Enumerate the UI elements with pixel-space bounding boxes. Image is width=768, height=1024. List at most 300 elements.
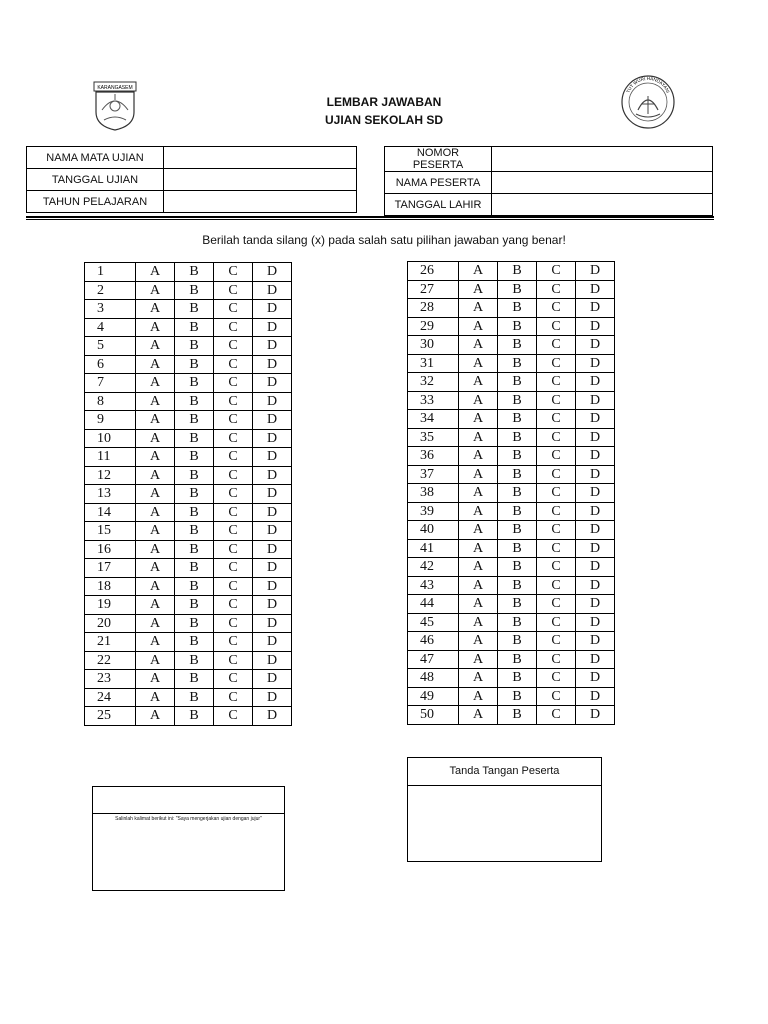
answer-option-a[interactable]: A bbox=[136, 540, 175, 559]
sheet-subtitle: UJIAN SEKOLAH SD bbox=[324, 113, 443, 127]
exam-info-table bbox=[26, 146, 357, 213]
answer-row bbox=[85, 429, 292, 448]
answer-row bbox=[85, 448, 292, 467]
answer-option-d[interactable]: D bbox=[253, 688, 292, 707]
school-year-field[interactable] bbox=[164, 191, 357, 213]
question-number: 12 bbox=[85, 466, 136, 485]
answer-row bbox=[408, 687, 615, 706]
question-number: 5 bbox=[85, 337, 136, 356]
answer-option-d[interactable]: D bbox=[253, 651, 292, 670]
answer-option-d[interactable]: D bbox=[576, 502, 615, 521]
answer-option-d[interactable]: D bbox=[253, 392, 292, 411]
answer-option-d[interactable]: D bbox=[253, 466, 292, 485]
question-number: 50 bbox=[408, 706, 459, 725]
answer-option-a[interactable]: A bbox=[136, 707, 175, 726]
answer-option-c[interactable]: C bbox=[214, 633, 253, 652]
answer-option-a[interactable]: A bbox=[459, 354, 498, 373]
question-number: 22 bbox=[85, 651, 136, 670]
answer-option-b[interactable]: B bbox=[498, 299, 537, 318]
answer-option-a[interactable]: A bbox=[136, 448, 175, 467]
question-number: 42 bbox=[408, 558, 459, 577]
answer-option-c[interactable]: C bbox=[537, 410, 576, 429]
answer-option-d[interactable]: D bbox=[253, 559, 292, 578]
answer-row bbox=[408, 669, 615, 688]
answer-option-a[interactable]: A bbox=[136, 411, 175, 430]
question-number: 14 bbox=[85, 503, 136, 522]
answer-option-a[interactable]: A bbox=[136, 300, 175, 319]
answer-option-d[interactable]: D bbox=[576, 595, 615, 614]
question-number: 33 bbox=[408, 391, 459, 410]
answer-option-d[interactable]: D bbox=[253, 300, 292, 319]
answer-option-c[interactable]: C bbox=[537, 465, 576, 484]
answer-option-a[interactable]: A bbox=[136, 633, 175, 652]
answer-option-b[interactable]: B bbox=[175, 540, 214, 559]
logo-right-text: TUT WURI HANDAYANI bbox=[625, 75, 671, 94]
answer-option-b[interactable]: B bbox=[498, 410, 537, 429]
question-number: 35 bbox=[408, 428, 459, 447]
answer-option-d[interactable]: D bbox=[576, 299, 615, 318]
answer-option-a[interactable]: A bbox=[459, 373, 498, 392]
answer-option-b[interactable]: B bbox=[498, 502, 537, 521]
answer-option-a[interactable]: A bbox=[459, 576, 498, 595]
answer-row bbox=[85, 559, 292, 578]
question-number: 1 bbox=[85, 263, 136, 282]
question-number: 10 bbox=[85, 429, 136, 448]
answer-option-a[interactable]: A bbox=[136, 503, 175, 522]
answer-option-d[interactable]: D bbox=[576, 521, 615, 540]
answer-option-b[interactable]: B bbox=[498, 373, 537, 392]
answer-option-d[interactable]: D bbox=[576, 354, 615, 373]
answer-option-c[interactable]: C bbox=[537, 391, 576, 410]
answer-option-b[interactable]: B bbox=[175, 688, 214, 707]
answer-option-d[interactable]: D bbox=[253, 503, 292, 522]
answer-option-a[interactable]: A bbox=[136, 355, 175, 374]
answer-option-c[interactable]: C bbox=[214, 577, 253, 596]
answer-option-a[interactable]: A bbox=[459, 391, 498, 410]
answer-option-c[interactable]: C bbox=[537, 447, 576, 466]
answer-option-c[interactable]: C bbox=[537, 669, 576, 688]
answer-option-d[interactable]: D bbox=[576, 484, 615, 503]
answer-option-c[interactable]: C bbox=[537, 650, 576, 669]
answer-option-b[interactable]: B bbox=[175, 466, 214, 485]
answer-option-a[interactable]: A bbox=[459, 669, 498, 688]
school-year-label: TAHUN PELAJARAN bbox=[27, 191, 164, 213]
answer-option-a[interactable]: A bbox=[136, 688, 175, 707]
answer-option-a[interactable]: A bbox=[459, 595, 498, 614]
answer-option-d[interactable]: D bbox=[253, 429, 292, 448]
answer-option-a[interactable]: A bbox=[136, 485, 175, 504]
answer-option-b[interactable]: B bbox=[175, 300, 214, 319]
answer-option-a[interactable]: A bbox=[459, 336, 498, 355]
answer-option-c[interactable]: C bbox=[214, 318, 253, 337]
answer-option-b[interactable]: B bbox=[498, 317, 537, 336]
answer-option-c[interactable]: C bbox=[537, 484, 576, 503]
answer-option-a[interactable]: A bbox=[136, 670, 175, 689]
question-number: 4 bbox=[85, 318, 136, 337]
answer-option-b[interactable]: B bbox=[175, 670, 214, 689]
answer-option-d[interactable]: D bbox=[576, 706, 615, 725]
answer-option-c[interactable]: C bbox=[537, 280, 576, 299]
honesty-statement-box bbox=[92, 786, 285, 891]
answer-option-b[interactable]: B bbox=[175, 485, 214, 504]
answer-option-c[interactable]: C bbox=[537, 706, 576, 725]
answer-option-c[interactable]: C bbox=[537, 558, 576, 577]
answer-row bbox=[85, 318, 292, 337]
statement-header-cell bbox=[93, 787, 284, 814]
answer-option-c[interactable]: C bbox=[214, 485, 253, 504]
answer-option-b[interactable]: B bbox=[498, 632, 537, 651]
question-number: 17 bbox=[85, 559, 136, 578]
answer-option-d[interactable]: D bbox=[253, 281, 292, 300]
answer-option-b[interactable]: B bbox=[498, 428, 537, 447]
answer-option-b[interactable]: B bbox=[498, 465, 537, 484]
answer-option-a[interactable]: A bbox=[459, 706, 498, 725]
answer-option-c[interactable]: C bbox=[214, 503, 253, 522]
signature-label: Tanda Tangan Peserta bbox=[408, 758, 601, 786]
answer-option-b[interactable]: B bbox=[175, 596, 214, 615]
answer-row bbox=[408, 632, 615, 651]
answer-option-d[interactable]: D bbox=[253, 577, 292, 596]
answer-row bbox=[408, 613, 615, 632]
answer-option-b[interactable]: B bbox=[498, 595, 537, 614]
answer-option-b[interactable]: B bbox=[175, 448, 214, 467]
answer-option-b[interactable]: B bbox=[175, 318, 214, 337]
answer-option-a[interactable]: A bbox=[136, 614, 175, 633]
answer-option-c[interactable]: C bbox=[537, 521, 576, 540]
answer-option-d[interactable]: D bbox=[576, 465, 615, 484]
answer-option-b[interactable]: B bbox=[498, 280, 537, 299]
answer-option-b[interactable]: B bbox=[175, 355, 214, 374]
question-number: 48 bbox=[408, 669, 459, 688]
answer-row bbox=[408, 336, 615, 355]
question-number: 13 bbox=[85, 485, 136, 504]
answer-option-a[interactable]: A bbox=[459, 558, 498, 577]
question-number: 7 bbox=[85, 374, 136, 393]
answer-option-c[interactable]: C bbox=[537, 687, 576, 706]
answer-option-c[interactable]: C bbox=[214, 392, 253, 411]
answer-option-a[interactable]: A bbox=[459, 317, 498, 336]
answer-row bbox=[85, 670, 292, 689]
answer-option-c[interactable]: C bbox=[214, 355, 253, 374]
answer-option-d[interactable]: D bbox=[576, 447, 615, 466]
answer-option-b[interactable]: B bbox=[498, 650, 537, 669]
answer-option-c[interactable]: C bbox=[214, 300, 253, 319]
answer-option-b[interactable]: B bbox=[175, 614, 214, 633]
answer-option-d[interactable]: D bbox=[576, 391, 615, 410]
answer-option-b[interactable]: B bbox=[498, 576, 537, 595]
answer-option-c[interactable]: C bbox=[214, 651, 253, 670]
answer-option-c[interactable]: C bbox=[537, 336, 576, 355]
participant-info-table bbox=[384, 146, 713, 216]
answer-option-b[interactable]: B bbox=[175, 651, 214, 670]
question-number: 46 bbox=[408, 632, 459, 651]
question-number: 41 bbox=[408, 539, 459, 558]
answer-option-a[interactable]: A bbox=[459, 410, 498, 429]
answer-option-d[interactable]: D bbox=[576, 539, 615, 558]
answer-option-a[interactable]: A bbox=[459, 687, 498, 706]
answer-option-d[interactable]: D bbox=[576, 613, 615, 632]
answer-option-c[interactable]: C bbox=[537, 632, 576, 651]
question-number: 15 bbox=[85, 522, 136, 541]
question-number: 28 bbox=[408, 299, 459, 318]
answer-option-d[interactable]: D bbox=[253, 448, 292, 467]
answer-option-d[interactable]: D bbox=[253, 596, 292, 615]
answer-option-b[interactable]: B bbox=[175, 411, 214, 430]
answer-row bbox=[408, 354, 615, 373]
answer-option-c[interactable]: C bbox=[214, 448, 253, 467]
answer-option-b[interactable]: B bbox=[498, 262, 537, 281]
answer-option-a[interactable]: A bbox=[136, 522, 175, 541]
answer-option-d[interactable]: D bbox=[253, 707, 292, 726]
answer-option-c[interactable]: C bbox=[214, 596, 253, 615]
question-number: 38 bbox=[408, 484, 459, 503]
answer-option-c[interactable]: C bbox=[537, 262, 576, 281]
answer-option-c[interactable]: C bbox=[214, 540, 253, 559]
answer-option-d[interactable]: D bbox=[576, 336, 615, 355]
answer-option-d[interactable]: D bbox=[576, 576, 615, 595]
answer-option-b[interactable]: B bbox=[175, 281, 214, 300]
answer-option-d[interactable]: D bbox=[253, 263, 292, 282]
answer-option-a[interactable]: A bbox=[136, 337, 175, 356]
answer-row bbox=[85, 263, 292, 282]
answer-option-c[interactable]: C bbox=[537, 613, 576, 632]
answer-option-c[interactable]: C bbox=[214, 707, 253, 726]
answer-option-b[interactable]: B bbox=[498, 447, 537, 466]
question-number: 32 bbox=[408, 373, 459, 392]
answer-option-c[interactable]: C bbox=[214, 337, 253, 356]
answer-option-b[interactable]: B bbox=[175, 263, 214, 282]
answer-option-b[interactable]: B bbox=[175, 559, 214, 578]
question-number: 20 bbox=[85, 614, 136, 633]
answer-option-c[interactable]: C bbox=[214, 614, 253, 633]
answer-option-b[interactable]: B bbox=[175, 707, 214, 726]
answer-row bbox=[85, 522, 292, 541]
question-number: 23 bbox=[85, 670, 136, 689]
answer-option-b[interactable]: B bbox=[498, 521, 537, 540]
answer-row bbox=[85, 688, 292, 707]
answer-option-c[interactable]: C bbox=[214, 670, 253, 689]
answer-option-b[interactable]: B bbox=[175, 374, 214, 393]
answer-option-a[interactable]: A bbox=[459, 521, 498, 540]
answer-row bbox=[85, 392, 292, 411]
answer-option-b[interactable]: B bbox=[498, 706, 537, 725]
participant-number-label: NOMOR PESERTA bbox=[385, 147, 492, 172]
answer-option-d[interactable]: D bbox=[253, 670, 292, 689]
answer-row bbox=[85, 577, 292, 596]
question-number: 16 bbox=[85, 540, 136, 559]
answer-row bbox=[408, 391, 615, 410]
answer-row bbox=[408, 576, 615, 595]
answer-option-b[interactable]: B bbox=[175, 429, 214, 448]
answer-option-a[interactable]: A bbox=[459, 465, 498, 484]
answer-option-d[interactable]: D bbox=[253, 411, 292, 430]
answer-option-a[interactable]: A bbox=[136, 429, 175, 448]
answer-option-c[interactable]: C bbox=[537, 299, 576, 318]
answer-option-c[interactable]: C bbox=[537, 373, 576, 392]
question-number: 37 bbox=[408, 465, 459, 484]
answer-option-d[interactable]: D bbox=[576, 669, 615, 688]
answer-row bbox=[408, 410, 615, 429]
answer-option-c[interactable]: C bbox=[214, 522, 253, 541]
answer-option-a[interactable]: A bbox=[136, 559, 175, 578]
question-number: 45 bbox=[408, 613, 459, 632]
answer-row bbox=[408, 650, 615, 669]
answer-option-c[interactable]: C bbox=[537, 502, 576, 521]
answer-option-a[interactable]: A bbox=[136, 596, 175, 615]
answer-option-c[interactable]: C bbox=[214, 466, 253, 485]
answer-option-a[interactable]: A bbox=[459, 280, 498, 299]
answer-option-c[interactable]: C bbox=[214, 429, 253, 448]
answer-option-a[interactable]: A bbox=[459, 502, 498, 521]
answer-row bbox=[408, 521, 615, 540]
answer-option-a[interactable]: A bbox=[136, 374, 175, 393]
answer-grid-left bbox=[84, 262, 292, 726]
question-number: 2 bbox=[85, 281, 136, 300]
question-number: 25 bbox=[85, 707, 136, 726]
answer-option-a[interactable]: A bbox=[136, 263, 175, 282]
birth-date-field[interactable] bbox=[492, 194, 713, 216]
answer-option-a[interactable]: A bbox=[459, 539, 498, 558]
answer-row bbox=[85, 337, 292, 356]
answer-option-d[interactable]: D bbox=[576, 428, 615, 447]
answer-option-d[interactable]: D bbox=[253, 374, 292, 393]
answer-option-b[interactable]: B bbox=[498, 669, 537, 688]
answer-option-a[interactable]: A bbox=[136, 318, 175, 337]
divider bbox=[26, 216, 714, 218]
answer-row bbox=[85, 374, 292, 393]
answer-grid-right bbox=[407, 261, 615, 725]
answer-option-c[interactable]: C bbox=[537, 539, 576, 558]
participant-name-label: NAMA PESERTA bbox=[385, 172, 492, 194]
question-number: 27 bbox=[408, 280, 459, 299]
answer-option-d[interactable]: D bbox=[253, 614, 292, 633]
question-number: 40 bbox=[408, 521, 459, 540]
instruction-text: Berilah tanda silang (x) pada salah satu pilihan jawaban yang benar! bbox=[202, 233, 566, 247]
answer-option-c[interactable]: C bbox=[214, 374, 253, 393]
exam-date-label: TANGGAL UJIAN bbox=[27, 169, 164, 191]
answer-row bbox=[408, 262, 615, 281]
answer-option-a[interactable]: A bbox=[136, 651, 175, 670]
answer-option-a[interactable]: A bbox=[136, 392, 175, 411]
answer-option-b[interactable]: B bbox=[175, 522, 214, 541]
question-number: 43 bbox=[408, 576, 459, 595]
question-number: 34 bbox=[408, 410, 459, 429]
answer-option-b[interactable]: B bbox=[498, 539, 537, 558]
answer-row bbox=[408, 373, 615, 392]
signature-box bbox=[407, 757, 602, 862]
question-number: 18 bbox=[85, 577, 136, 596]
question-number: 30 bbox=[408, 336, 459, 355]
answer-option-d[interactable]: D bbox=[253, 337, 292, 356]
answer-option-d[interactable]: D bbox=[576, 632, 615, 651]
answer-option-a[interactable]: A bbox=[459, 650, 498, 669]
question-number: 49 bbox=[408, 687, 459, 706]
answer-option-c[interactable]: C bbox=[537, 428, 576, 447]
answer-option-d[interactable]: D bbox=[576, 317, 615, 336]
question-number: 26 bbox=[408, 262, 459, 281]
answer-option-a[interactable]: A bbox=[136, 281, 175, 300]
answer-option-d[interactable]: D bbox=[253, 540, 292, 559]
answer-option-a[interactable]: A bbox=[459, 262, 498, 281]
question-number: 24 bbox=[85, 688, 136, 707]
answer-option-b[interactable]: B bbox=[498, 391, 537, 410]
answer-row bbox=[408, 428, 615, 447]
answer-option-c[interactable]: C bbox=[537, 595, 576, 614]
answer-row bbox=[408, 706, 615, 725]
answer-option-b[interactable]: B bbox=[498, 336, 537, 355]
answer-option-b[interactable]: B bbox=[498, 558, 537, 577]
answer-option-a[interactable]: A bbox=[459, 613, 498, 632]
answer-option-d[interactable]: D bbox=[253, 633, 292, 652]
participant-number-field[interactable] bbox=[492, 147, 713, 172]
answer-option-a[interactable]: A bbox=[459, 428, 498, 447]
answer-option-d[interactable]: D bbox=[576, 262, 615, 281]
answer-option-a[interactable]: A bbox=[459, 632, 498, 651]
answer-option-b[interactable]: B bbox=[175, 337, 214, 356]
answer-option-c[interactable]: C bbox=[214, 411, 253, 430]
answer-option-b[interactable]: B bbox=[498, 354, 537, 373]
answer-row bbox=[408, 465, 615, 484]
answer-row bbox=[85, 540, 292, 559]
answer-option-a[interactable]: A bbox=[136, 577, 175, 596]
exam-date-field[interactable] bbox=[164, 169, 357, 191]
answer-option-d[interactable]: D bbox=[253, 318, 292, 337]
answer-option-c[interactable]: C bbox=[214, 263, 253, 282]
answer-option-d[interactable]: D bbox=[576, 373, 615, 392]
question-number: 3 bbox=[85, 300, 136, 319]
question-number: 47 bbox=[408, 650, 459, 669]
answer-option-d[interactable]: D bbox=[576, 410, 615, 429]
answer-option-b[interactable]: B bbox=[175, 633, 214, 652]
logo-left-text: KARANGASEM bbox=[97, 85, 133, 91]
answer-row bbox=[408, 484, 615, 503]
answer-option-d[interactable]: D bbox=[253, 522, 292, 541]
answer-option-c[interactable]: C bbox=[537, 317, 576, 336]
answer-row bbox=[85, 503, 292, 522]
answer-option-d[interactable]: D bbox=[576, 280, 615, 299]
answer-option-c[interactable]: C bbox=[214, 688, 253, 707]
sheet-title: LEMBAR JAWABAN bbox=[326, 95, 442, 109]
participant-name-field[interactable] bbox=[492, 172, 713, 194]
answer-option-d[interactable]: D bbox=[576, 558, 615, 577]
answer-row bbox=[408, 317, 615, 336]
answer-option-c[interactable]: C bbox=[537, 354, 576, 373]
answer-option-b[interactable]: B bbox=[175, 577, 214, 596]
answer-option-b[interactable]: B bbox=[498, 613, 537, 632]
answer-option-c[interactable]: C bbox=[537, 576, 576, 595]
answer-option-b[interactable]: B bbox=[498, 687, 537, 706]
question-number: 21 bbox=[85, 633, 136, 652]
answer-option-a[interactable]: A bbox=[459, 484, 498, 503]
answer-option-a[interactable]: A bbox=[136, 466, 175, 485]
answer-option-d[interactable]: D bbox=[253, 355, 292, 374]
answer-row bbox=[85, 281, 292, 300]
answer-option-b[interactable]: B bbox=[175, 392, 214, 411]
subject-field[interactable] bbox=[164, 147, 357, 169]
answer-option-d[interactable]: D bbox=[576, 687, 615, 706]
answer-option-d[interactable]: D bbox=[576, 650, 615, 669]
answer-option-c[interactable]: C bbox=[214, 281, 253, 300]
answer-option-d[interactable]: D bbox=[253, 485, 292, 504]
answer-row bbox=[85, 300, 292, 319]
answer-option-b[interactable]: B bbox=[175, 503, 214, 522]
answer-option-b[interactable]: B bbox=[498, 484, 537, 503]
answer-option-c[interactable]: C bbox=[214, 559, 253, 578]
answer-option-a[interactable]: A bbox=[459, 299, 498, 318]
answer-row bbox=[408, 299, 615, 318]
answer-option-a[interactable]: A bbox=[459, 447, 498, 466]
signature-area[interactable] bbox=[408, 786, 601, 862]
